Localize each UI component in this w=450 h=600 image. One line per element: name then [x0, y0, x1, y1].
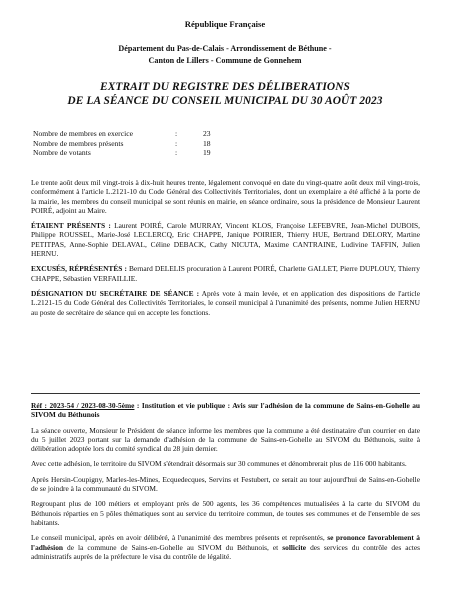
- present-label: ÉTAIENT PRÉSENTS :: [31, 221, 111, 231]
- secretary-text: Après vote à main levée, et en application des dispositions de l'article L.2121-15 du Code Général des Collectivités Territoriales, le conseil municipal à l'unanimité des présents, nomme Julien HERNU au poste de secrétaire de séance qui en accepte les fonctions.: [31, 288, 420, 317]
- members-count-table: [33, 129, 233, 158]
- deliberation-subject: : Institution et vie publique : Avis sur l'adhésion de la commune de Sains-en-Gohelle au SIVOM du Béthunois: [31, 401, 421, 420]
- secretary-paragraph: [31, 289, 420, 317]
- deliberation-paragraph-1: La séance ouverte, Monsieur le Président de séance informe les membres que la commune a été destinataire d'un courrier en date du 5 juillet 2023 portant sur la demande d'adhésion de la commune de Sains-en-Gohelle au SIVOM du Béthunois, suite à délibération adoptée lors du comité syndical du 28 juin dernier.: [31, 425, 420, 454]
- department-heading: [60, 43, 390, 67]
- decision-text-d: sollicite: [282, 542, 307, 552]
- secretary-label: DÉSIGNATION DU SECRÉTAIRE DE SÉANCE :: [31, 288, 200, 298]
- members-row: [33, 148, 233, 158]
- department-line-2: Canton de Lillers - Commune de Gonnehem: [148, 56, 302, 65]
- decision-text-e: des services du contrôle des actes administratifs auprès de la préfecture le visa du contrôle de légalité.: [31, 542, 421, 561]
- title-line-1: EXTRAIT DU REGISTRE DES DÉLIBERATIONS: [100, 81, 350, 93]
- republic-heading: République Française: [184, 19, 266, 29]
- title-line-2: DE LA SÉANCE DU CONSEIL MUNICIPAL DU 30 AOÛT 2023: [67, 95, 383, 107]
- deliberation-heading: [31, 401, 420, 420]
- deliberation-paragraph-2: Avec cette adhésion, le territoire du SIVOM s'étendrait désormais sur 30 communes et dénombrerait plus de 116 000 habitants.: [31, 459, 407, 469]
- deliberation-ref: Réf : 2023-54 / 2023-08-30-5ème: [31, 401, 135, 410]
- members-separator: :: [175, 148, 178, 157]
- present-paragraph: [31, 221, 420, 258]
- present-names: Laurent POIRÉ, Carole MURRAY, Vincent KLOS, Françoise LEFEBVRE, Jean-Michel DUBOIS, Philippe ROUSSEL, Marie-José LECLERCQ, Eric CHAPPE, Janique POIRIER, Thierry HUE, Bertrand DELORY, Martine PETITPAS, Anne-Sophie DELAVAL, Céline DEBACK, Cathy NICUTA, Maxime CANTRAINE, Ludivine TAFFIN, Julien HERNU.: [31, 221, 421, 259]
- members-label: Nombre de votants: [33, 148, 91, 157]
- decision-text-a: Le conseil municipal, après en avoir délibéré, à l'unanimité des membres présents et représentés,: [31, 533, 328, 543]
- excused-label: EXCUSÉS, RÉPRÉSENTÉS :: [31, 264, 127, 274]
- members-value: 18: [203, 138, 211, 148]
- excused-names: Bernard DELELIS procuration à Laurent POIRÉ, Charlette GALLET, Pierre DUPLOUY, Thierry CHAPPE, Sébastien VERFAILLIE.: [31, 264, 420, 283]
- members-row: [33, 139, 233, 149]
- department-line-1: Département du Pas-de-Calais - Arrondissement de Béthune -: [118, 44, 332, 53]
- intro-paragraph: Le trente août deux mil vingt-trois à dix-huit heures trente, légalement convoqué en date du vingt-quatre août deux mil vingt-trois, conformément à l'article L.2121-10 du Code Général des Collectivités Territoriales, dont un exemplaire a été affiché à la porte de la mairie, les membres du conseil municipal se sont réunis en mairie, en séance ordinaire, sous la présidence de Monsieur Laurent POIRÉ, adjoint au Maire.: [31, 178, 420, 215]
- deliberation-paragraph-4: Regroupant plus de 100 métiers et employant près de 500 agents, les 36 compétences mutualisées à la carte du SIVOM du Béthunois réparties en 5 pôles thématiques sont au service du territoire commun, de toutes ses communes et de l'ensemble de ses habitants.: [31, 499, 420, 527]
- members-separator: :: [175, 138, 178, 148]
- members-value: 19: [203, 148, 211, 157]
- members-label: Nombre de membres en exercice: [33, 129, 133, 138]
- section-divider: [31, 393, 420, 394]
- document-title: [30, 80, 420, 108]
- members-value: 23: [203, 129, 211, 138]
- deliberation-decision: [31, 533, 420, 561]
- session-section: [31, 178, 420, 323]
- members-separator: :: [175, 129, 178, 138]
- members-row: [33, 129, 233, 139]
- decision-text-c: de la commune de Sains-en-Gohelle au SIVOM du Béthunois, et: [63, 542, 283, 552]
- decision-text-b: se prononce favorablement à l'adhésion: [31, 533, 420, 552]
- deliberation-section: [31, 401, 420, 567]
- members-label: Nombre de membres présents: [33, 138, 124, 148]
- excused-paragraph: [31, 264, 420, 283]
- deliberation-paragraph-3: Après Hersin-Coupigny, Marles-les-Mines, Ecquedecques, Servins et Festubert, ce serait au tour aujourd'hui de Sains-en-Gohelle de se joindre à la communauté du SIVOM.: [31, 474, 420, 494]
